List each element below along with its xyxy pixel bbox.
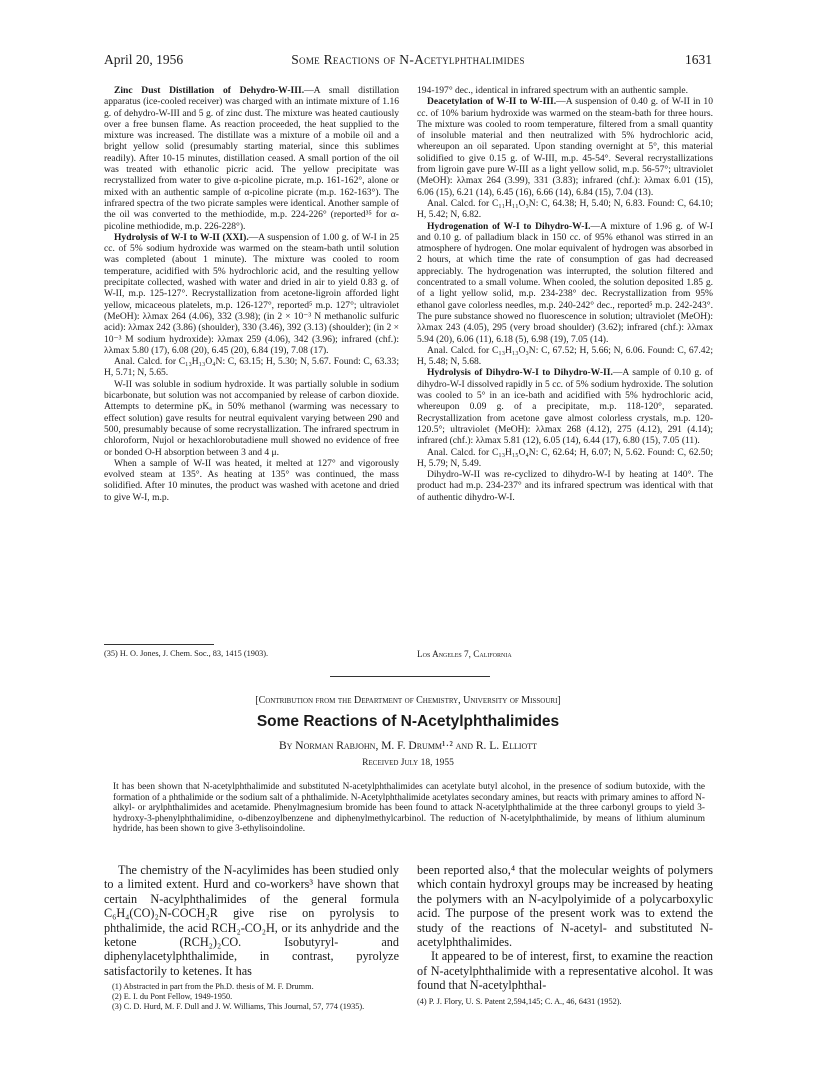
- analysis-paragraph: Anal. Calcd. for C₁₃H₁₅O₄N: C, 62.64; H, 6.07; N, 5.62. Found: C, 62.50; H, 5.79; N, 5.49.: [417, 446, 713, 469]
- contribution-line: [Contribution from the Department of Chemistry, University of Missouri]: [255, 695, 561, 706]
- body-left-column: [104, 863, 399, 1012]
- paragraph: [417, 221, 713, 345]
- paragraph-text: —A suspension of 0.40 g. of W-II in 10 cc. of 10% barium hydroxide was warmed on the steam-bath for three hours. The mixture was cooled to room temperature, filtered from a small quantity of insoluble material and then neutralized with 5% hydrochloric acid, whereupon an oil separated. Upon standing overnight at 5°, this material solidified to give 0.15 g. of W-III, m.p. 45-54°. Several recrystallizations from ligroin gave pure W-III as a light yellow solid, m.p. 56-57°; ultraviolet (MeOH): λλmax 264 (3.99), 331 (3.83); infrared (chf.): λλmax 6.01 (15), 6.06 (15), 6.21 (14), 6.45 (16), 6.66 (14), 6.84 (15), 7.04 (13).: [417, 96, 713, 198]
- paragraph-text: —A mixture of 1.96 g. of W-I and 0.10 g. of palladium black in 150 cc. of 95% ethanol was stirred in an atmosphere of hydrogen. One molar equivalent of hydrogen was absorbed in 2 hours, at which time the rate of consumption of gas had decreased appreciably. The hydrogenation was interrupted, the solution filtered and concentrated to a small volume. When cooled, the solution deposited 1.85 g. of a light yellow solid, m.p. 234-238° dec. Recrystallization from 95% ethanol gave colorless needles, m.p. 240-242° dec., reported⁵ m.p. 242-243°. The pure substance showed no fluorescence in solution; ultraviolet (MeOH): λλmax 243 (4.05), 295 (very broad shoulder) (3.62); infrared (chf.): λλmax 5.94 (20), 6.06 (11), 6.18 (5), 6.98 (19), 7.05 (14).: [417, 220, 713, 345]
- paragraph: W-II was soluble in sodium hydroxide. It was partially soluble in sodium bicarbonate, but solution was not accompanied by release of carbon dioxide. Attempts to determine pKₐ in 50% methanol (warming was necessary to effect solution) gave results for neutral equivalent varying between 290 and 500, presumably because of some recrystallization. The infrared spectrum in chloroform, Nujol or hexachlorobutadiene mull showed no evidence of free or bonded O-H absorption between 3 and 4 μ.: [104, 378, 399, 458]
- section-divider: [330, 676, 490, 677]
- paragraph: [417, 96, 713, 198]
- footnote-right: (4) P. J. Flory, U. S. Patent 2,594,145; C. A., 46, 6431 (1952).: [417, 996, 622, 1006]
- header-page-number: 1631: [685, 52, 712, 67]
- footnote-35: (35) H. O. Jones, J. Chem. Soc., 83, 1415 (1903).: [104, 649, 269, 658]
- header-date: April 20, 1956: [104, 52, 184, 67]
- analysis-paragraph: Anal. Calcd. for C₁₃H₁₃O₄N: C, 63.15; H, 5.30; N, 5.67. Found: C, 63.33; H, 5.71; N, 5.65.: [104, 356, 399, 379]
- paragraph: [104, 85, 399, 232]
- paragraph: Dihydro-W-II was re-cyclized to dihydro-W-I by heating at 140°. The product had m.p. 234-237° and its infrared spectrum was identical with that of authentic dihydro-W-I.: [417, 469, 713, 503]
- paragraph-heading: Hydrolysis of Dihydro-W-I to Dihydro-W-II.: [427, 367, 613, 379]
- body-paragraph: The chemistry of the N-acylimides has been studied only to a limited extent. Hurd and co-workers³ have shown that certain N-acylphthalimides of the general formula C₆H₄(CO)₂N-COCH₂R give rise on pyrolysis to phthalimide, the acid RCH₂-CO₂H, or its anhydride and the ketone (RCH₂)₂CO. Isobutyryl- and diphenylacetylphthalimide, in contrast, pyrolyze satisfactorily to ketenes. It has: [104, 863, 399, 978]
- paragraph-text: —A suspension of 1.00 g. of W-I in 25 cc. of 5% sodium hydroxide was warmed on the steam-bath until solution was completed (about 1 minute). The mixture was cooled to room temperature, acidified with 5% hydrochloric acid, and the resulting yellow precipitate collected, washed with water and dried in air to yield 0.83 g. of W-II, m.p. 125-127°. Recrystallization from acetone-ligroin afforded light yellow, micaceous platelets, m.p. 126-127°, reported⁵ m.p. 127°; ultraviolet (MeOH): λλmax 264 (4.06), 332 (3.98); (in 2 × 10⁻³ N methanolic sulfuric acid): λλmax 242 (3.86) (shoulder), 330 (3.46), 392 (3.13) (shoulder); (in 2 × 10⁻³ M sodium hydroxide): λλmax 259 (4.06), 342 (3.96); infrared (chf.): λλmax 5.80 (17), 6.08 (20), 6.45 (20), 6.84 (19), 7.08 (17).: [104, 231, 399, 356]
- paragraph: 194-197° dec., identical in infrared spectrum with an authentic sample.: [417, 85, 689, 96]
- paragraph-heading: Zinc Dust Distillation of Dehydro-W-III.: [114, 85, 305, 96]
- body-paragraph: It appeared to be of interest, first, to examine the reaction of N-acetylphthalimide with a representative alcohol. It was found that N-acetylphthal-: [417, 949, 713, 993]
- analysis-paragraph: Anal. Calcd. for C₁₁H₁₁O₃N: C, 64.38; H, 5.40; N, 6.83. Found: C, 64.10; H, 5.42; N, 6.82.: [417, 197, 713, 221]
- body-paragraph: been reported also,⁴ that the molecular weights of polymers which contain hydroxyl groups may be increased by heating the polymers with an N-acylpolyimide of a polycarboxylic acid. The purpose of the present work was to extend the study of the reactions of N-acetyl- and substituted N-acetylphthalimides.: [417, 863, 713, 950]
- footnotes-left: [104, 982, 399, 1012]
- abstract: It has been shown that N-acetylphthalimide and substituted N-acetylphthalimides can acetylate butyl alcohol, in the presence of sodium butoxide, with the formation of a phthalimide or the sodium salt of a phthalimide. N-Acetylphthalimide acetylates secondary amines, but reacts with primary amines to afford N-alkyl- or arylphthalimides and acetamide. Phenylmagnesium bromide has been found to attack N-acetylphthalimide at the three carbonyl groups to yield 3-hydroxy-3-phenylphthalimidine, o-dibenzoylbenzene and diphenylmethylcarbinol. The reduction of N-acetylphthalimide, by means of lithium aluminum hydride, has been shown to give 3-ethylisoindoline.: [113, 782, 705, 835]
- paragraph: When a sample of W-II was heated, it melted at 127° and vigorously evolved steam at 135°. As heating at 135° was continued, the mass solidified. After 10 minutes, the product was washed with acetone and dried to give W-I, m.p.: [104, 457, 399, 503]
- paragraph-heading: Hydrolysis of W-I to W-II (XXI).: [114, 231, 249, 243]
- right-column-top: [417, 85, 713, 503]
- paragraph-text: —A sample of 0.10 g. of dihydro-W-I dissolved rapidly in 5 cc. of 5% sodium hydroxide. The solution was cooled to 5° in an ice-bath and acidified with 5% hydrochloric acid, whereupon 0.09 g. of a precipitate, m.p. 118-120°, separated. Recrystallization from acetone gave almost colorless crystals, m.p. 120-120.5°; ultraviolet (MeOH): λλmax 268 (4.12), 275 (4.12), 291 (4.14); infrared (chf.): λλmax 5.81 (12), 6.05 (14), 6.44 (17), 6.80 (15), 7.05 (11).: [417, 367, 713, 447]
- article-authors: By Norman Rabjohn, M. F. Drumm¹·² and R. L. Elliott: [278, 740, 538, 752]
- paragraph: [104, 232, 399, 356]
- footnote: (3) C. D. Hurd, M. F. Dull and J. W. Williams, This Journal, 57, 774 (1935).: [112, 1002, 365, 1012]
- received-date: Received July 18, 1955: [362, 758, 454, 768]
- body-right-column: [417, 863, 713, 1007]
- header-running-title: Some Reactions of N-Acetylphthalimides: [291, 52, 525, 67]
- footnote-rule: [104, 644, 214, 645]
- author-address: Los Angeles 7, California: [417, 649, 512, 659]
- analysis-paragraph: Anal. Calcd. for C₁₃H₁₃O₃N: C, 67.52; H, 5.66; N, 6.06. Found: C, 67.42; H, 5.48; N, 5.68.: [417, 344, 713, 368]
- article-title: Some Reactions of N-Acetylphthalimides: [256, 713, 560, 730]
- footnote: (2) E. I. du Pont Fellow, 1949-1950.: [112, 992, 233, 1002]
- left-column-top: [104, 85, 399, 503]
- paragraph-text: —A small distillation apparatus (ice-cooled receiver) was charged with an intimate mixture of 1.16 g. of dehydro-W-III and 5 g. of zinc dust. The mixture was heated cautiously over a free bunsen flame. As reaction proceeded, the heat supplied to the mixture was increased. The distillate was a mixture of a mobile oil and a bright yellow solid (presumably starting material, since this sublimes readily). After 10-15 minutes, distillation ceased. A small portion of the oil was treated with ethanolic picric acid. The yellow precipitate was recrystallized from water to give α-picoline picrate, m.p. 161-162°, alone or mixed with an authentic sample of α-picoline picrate (m.p. 162-163°). The infrared spectra of the two picrate samples were identical. Another sample of the oil was converted to the methiodide, m.p. 224-226° (reported³⁵ for α-picoline methiodide, m.p. 226-228°).: [104, 85, 399, 232]
- page-header: [104, 52, 712, 70]
- paragraph: [417, 367, 713, 446]
- paragraph-heading: Deacetylation of W-II to W-III.: [427, 96, 557, 108]
- paragraph-heading: Hydrogenation of W-I to Dihydro-W-I.: [427, 220, 591, 232]
- footnote: (1) Abstracted in part from the Ph.D. thesis of M. F. Drumm.: [112, 982, 314, 992]
